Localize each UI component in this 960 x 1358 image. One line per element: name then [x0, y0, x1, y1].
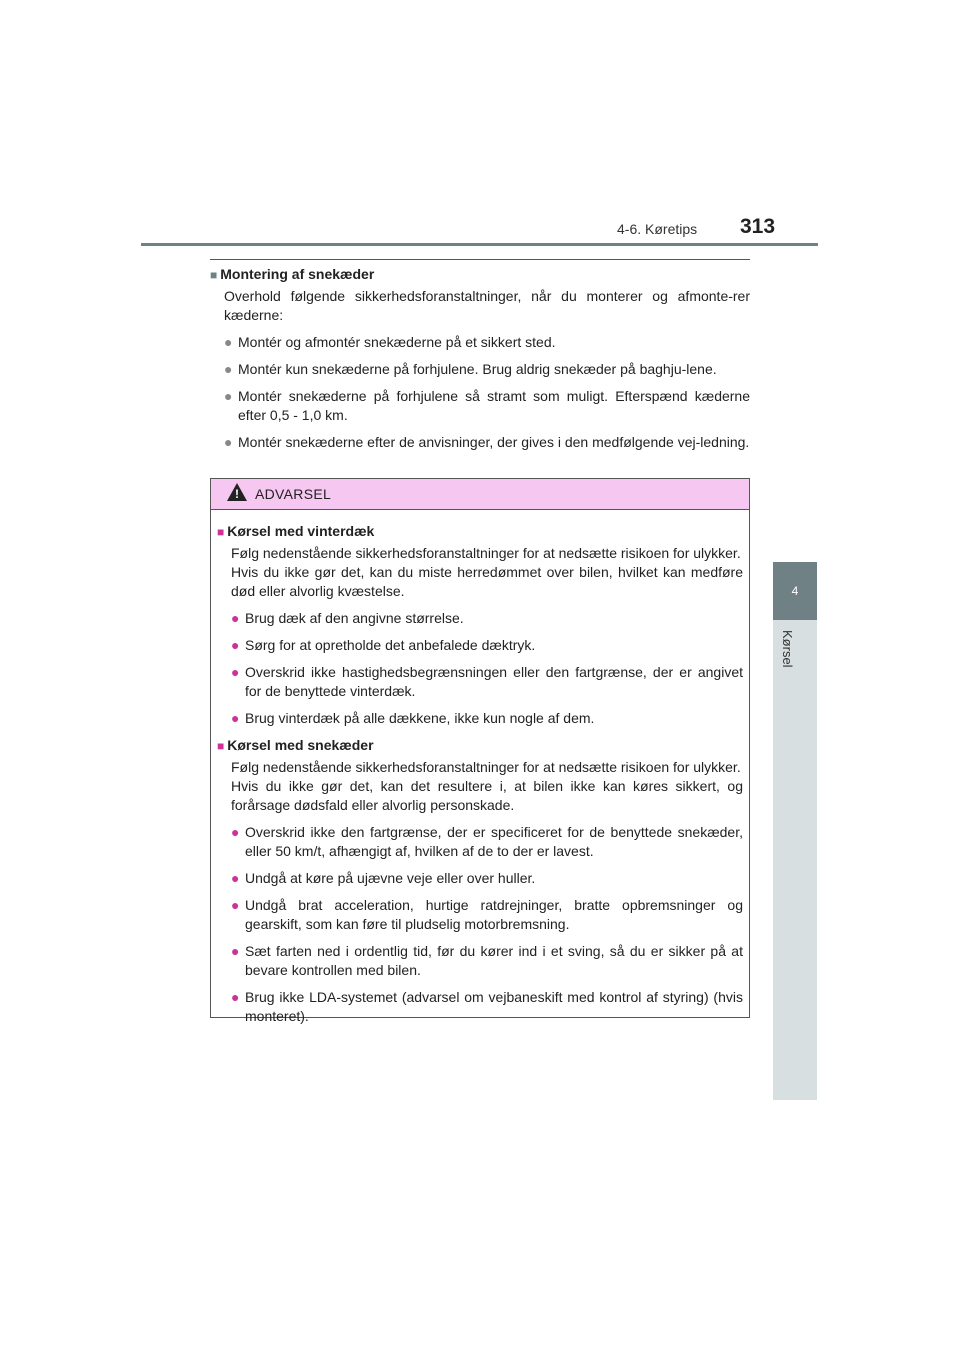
warning-box — [210, 478, 750, 1024]
circle-bullet-icon: ● — [224, 388, 233, 404]
list-item: ● Undgå brat acceleration, hurtige ratdrejninger, bratte opbremsninger og gearskift, som kan føre til pludselig motorbremsning. — [231, 897, 743, 932]
section-intro: Overhold følgende sikkerhedsforanstaltninger, når du monterer og afmonte-rer kæderne: — [224, 288, 750, 323]
warning-section-heading: ■ Kørsel med snekæder — [217, 737, 374, 753]
page-number: 313 — [740, 215, 776, 238]
warning-title: ADVARSEL — [255, 486, 332, 502]
circle-bullet-icon: ● — [224, 361, 233, 377]
chapter-strip — [773, 620, 817, 1100]
square-bullet-icon: ■ — [217, 525, 225, 539]
list-item: ● Montér kun snekæderne på forhjulene. Brug aldrig snekæder på baghju-lene. — [224, 361, 717, 377]
main-content — [210, 265, 750, 452]
circle-bullet-icon: ● — [231, 824, 240, 840]
warning-intro: Hvis du ikke gør det, kan du miste herredømmet over bilen, hvilket kan medføre død eller alvorlig kvæstelse. — [231, 564, 743, 599]
warning-intro: Følg nedenstående sikkerhedsforanstaltninger for at nedsætte risikoen for ulykker. — [231, 759, 741, 775]
warning-section-heading: ■ Kørsel med vinterdæk — [217, 523, 375, 539]
chapter-label: Kørsel — [780, 630, 795, 668]
circle-bullet-icon: ● — [231, 710, 240, 726]
list-item: ● Montér snekæderne på forhjulene så stramt som muligt. Efterspænd kæderne efter 0,5 - 1,0 km. — [224, 388, 750, 423]
warning-header — [211, 479, 749, 510]
circle-bullet-icon: ● — [231, 637, 240, 653]
circle-bullet-icon: ● — [231, 610, 240, 626]
circle-bullet-icon: ● — [231, 897, 240, 913]
circle-bullet-icon: ● — [231, 989, 240, 1005]
square-bullet-icon: ■ — [210, 268, 218, 282]
list-item: ● Brug vinterdæk på alle dækkene, ikke kun nogle af dem. — [231, 710, 595, 726]
content-rule — [210, 259, 750, 260]
section-heading: ■ Montering af snekæder — [210, 266, 375, 282]
square-bullet-icon: ■ — [217, 739, 225, 753]
list-item: ● Overskrid ikke hastighedsbegrænsningen eller den fartgrænse, der er angivet for de benyttede vinterdæk. — [231, 664, 743, 699]
list-item: ● Overskrid ikke den fartgrænse, der er specificeret for de benyttede snekæder, eller 50 km/t, afhængigt af, hvilken af de to der er lavest. — [231, 824, 743, 859]
list-item: ● Brug ikke LDA-systemet (advarsel om vejbaneskift med kontrol af styring) (hvis monteret). — [231, 989, 743, 1024]
list-item: ● Sæt farten ned i ordentlig tid, før du kører ind i et sving, så du er sikker på at bevare kontrollen med bilen. — [231, 943, 743, 978]
list-item: ● Brug dæk af den angivne størrelse. — [231, 610, 464, 626]
exclamation-icon: ! — [235, 487, 239, 501]
warning-body — [211, 510, 749, 1026]
list-item: ● Montér snekæderne efter de anvisninger, der gives i den medfølgende vej-ledning. — [224, 434, 750, 450]
circle-bullet-icon: ● — [224, 334, 233, 350]
header-rule — [141, 243, 818, 246]
list-item: ● Montér og afmontér snekæderne på et sikkert sted. — [224, 334, 556, 350]
circle-bullet-icon: ● — [231, 943, 240, 959]
circle-bullet-icon: ● — [231, 870, 240, 886]
warning-intro: Følg nedenstående sikkerhedsforanstaltninger for at nedsætte risikoen for ulykker. — [231, 545, 741, 561]
list-item: ● Sørg for at opretholde det anbefalede dæktryk. — [231, 637, 536, 653]
circle-bullet-icon: ● — [231, 664, 240, 680]
circle-bullet-icon: ● — [224, 434, 233, 450]
chapter-tab: 4 — [773, 562, 817, 620]
section-title: 4-6. Køretips — [617, 221, 698, 237]
warning-intro: Hvis du ikke gør det, kan det resultere i, at bilen ikke kan køres sikkert, og forårsage dødsfald eller alvorlig personskade. — [231, 778, 743, 813]
list-item: ● Undgå at køre på ujævne veje eller over huller. — [231, 870, 536, 886]
